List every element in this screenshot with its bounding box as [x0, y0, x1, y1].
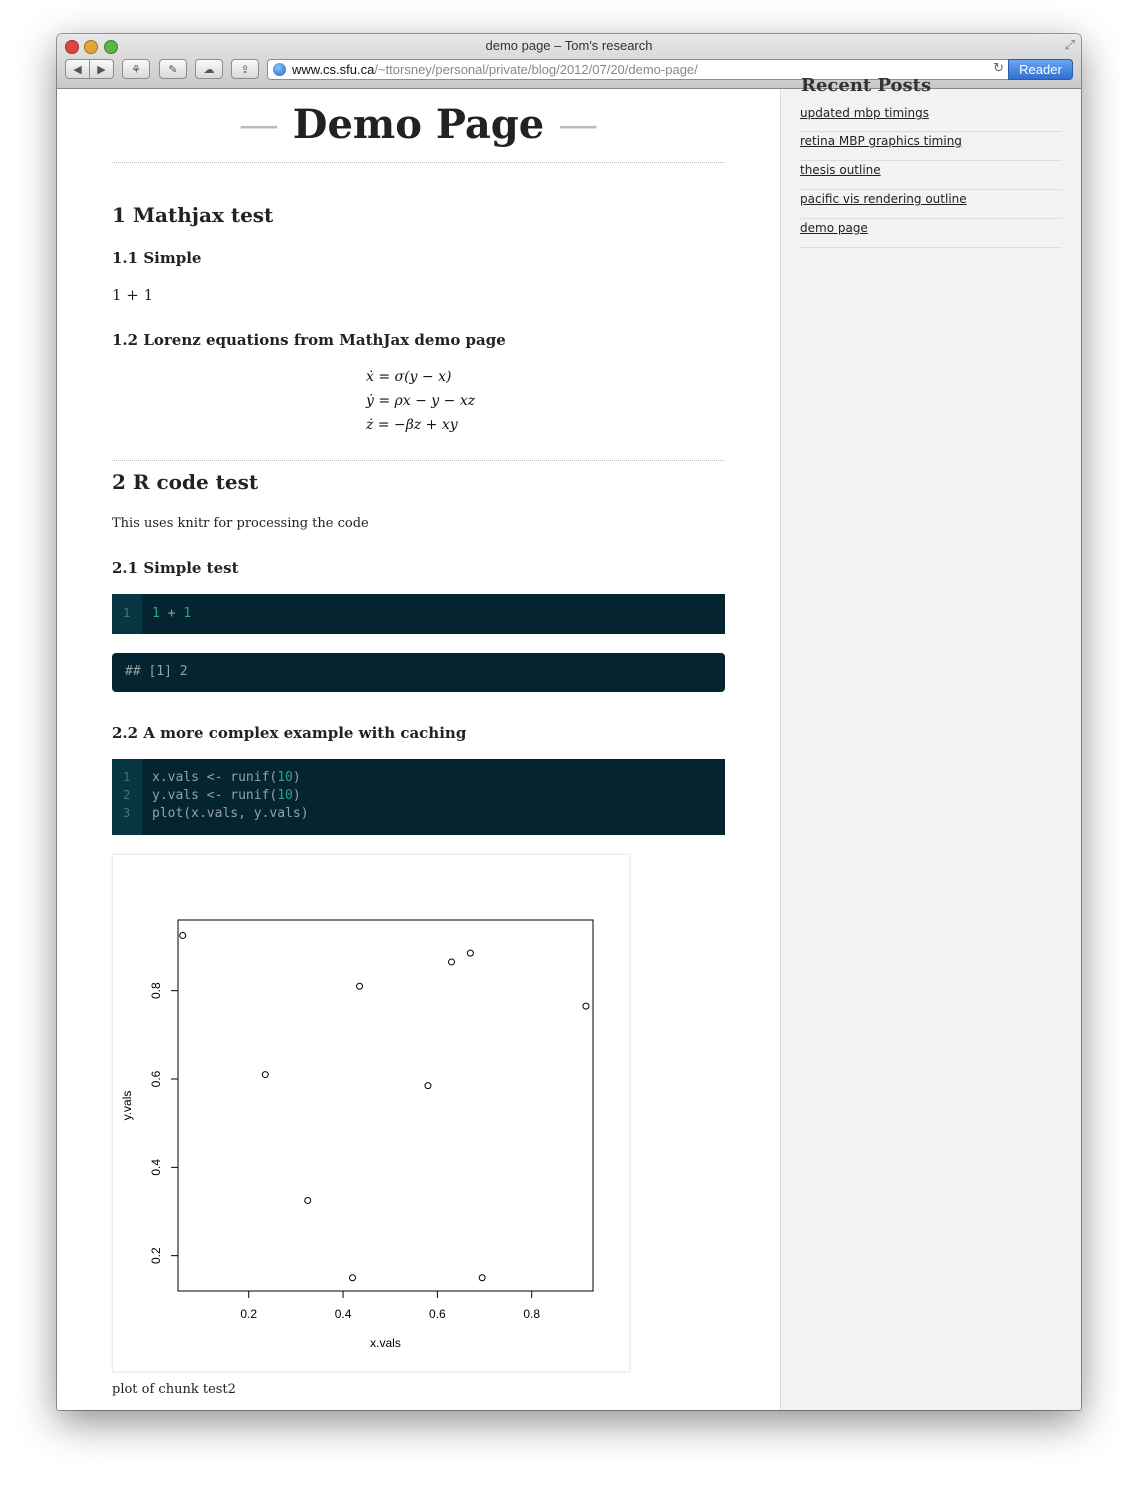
figure-caption: plot of chunk test2	[112, 1382, 236, 1397]
page-title-text: Demo Page	[292, 101, 545, 148]
code-line	[152, 788, 301, 803]
y-tick-label: 0.8	[149, 982, 163, 1000]
settings-button[interactable]	[159, 59, 187, 79]
subsection-heading: 2.2 A more complex example with caching	[112, 724, 467, 742]
data-point	[349, 1275, 355, 1281]
browser-window	[57, 34, 1081, 1410]
data-point	[425, 1083, 431, 1089]
data-point	[305, 1197, 311, 1203]
divider	[112, 162, 725, 163]
share-icon: ⇪	[240, 62, 250, 76]
title-dash-right: —	[558, 102, 599, 148]
code-text: x.vals <- runif(	[152, 770, 278, 785]
data-point	[467, 950, 473, 956]
recent-post-link[interactable]: updated mbp timings	[800, 103, 1062, 132]
x-axis-label: x.vals	[370, 1336, 401, 1350]
code-text: plot(x.vals, y.vals)	[152, 806, 309, 821]
sidebar	[780, 75, 1081, 1410]
y-tick-label: 0.6	[149, 1070, 163, 1088]
recent-post-link[interactable]: pacific vis rendering outline	[800, 190, 1062, 219]
code-text: )	[292, 770, 301, 785]
scatter-plot	[113, 855, 629, 1371]
equation: ẋ = σ(y − x)	[366, 369, 452, 385]
y-axis-label: y.vals	[120, 1090, 134, 1121]
recent-post-link[interactable]: thesis outline	[800, 161, 1062, 190]
forward-arrow-icon: ▶	[97, 62, 106, 76]
code-line	[152, 806, 309, 821]
lorenz-equations	[366, 365, 475, 437]
y-tick-label: 0.4	[149, 1158, 163, 1176]
data-point	[357, 983, 363, 989]
back-arrow-icon: ◀	[73, 62, 82, 76]
title-dash-left: —	[238, 102, 279, 148]
x-tick-label: 0.6	[429, 1307, 446, 1321]
code-block	[112, 759, 725, 835]
code-line	[152, 606, 191, 621]
equation: ż = −βz + xy	[366, 417, 458, 433]
equation: ẏ = ρx − y − xz	[366, 393, 476, 409]
math-simple: 1 + 1	[112, 286, 154, 304]
data-point	[479, 1275, 485, 1281]
data-point	[583, 1003, 589, 1009]
subsection-heading: 1.1 Simple	[112, 249, 202, 267]
code-text: )	[292, 788, 301, 803]
back-button[interactable]	[65, 59, 90, 79]
line-number: 1	[123, 770, 131, 784]
top-sites-icon: ⚘	[131, 62, 141, 76]
reload-icon[interactable]: ↻	[993, 61, 1004, 76]
code-line	[152, 770, 301, 785]
page-title	[112, 101, 725, 148]
line-number: 1	[123, 606, 131, 620]
data-point	[449, 959, 455, 965]
recent-posts-list	[800, 103, 1062, 248]
output-text: ## [1] 2	[125, 664, 188, 679]
divider	[112, 460, 725, 461]
url-host: www.cs.sfu.ca	[292, 62, 375, 77]
fullscreen-icon[interactable]: ⤢	[1064, 38, 1075, 53]
x-tick-label: 0.8	[523, 1307, 541, 1321]
subsection-heading: 1.2 Lorenz equations from MathJax demo page	[112, 331, 506, 349]
icloud-tabs-button[interactable]	[195, 59, 223, 79]
sidebar-heading: Recent Posts	[801, 75, 932, 96]
wrench-icon: ✎	[168, 62, 178, 76]
window-title: demo page – Tom's research	[485, 38, 653, 53]
recent-post-link[interactable]: retina MBP graphics timing	[800, 132, 1062, 161]
address-bar[interactable]	[267, 59, 1073, 80]
data-point	[180, 932, 186, 938]
page-content	[57, 75, 1081, 1410]
code-number: 10	[277, 788, 293, 803]
code-number: 1	[152, 606, 160, 621]
section-heading: 1 Mathjax test	[112, 203, 274, 227]
code-number: 10	[277, 770, 293, 785]
code-block	[112, 594, 725, 634]
code-output	[112, 653, 725, 692]
x-tick-label: 0.2	[240, 1307, 258, 1321]
code-operator: +	[159, 606, 184, 621]
subsection-heading: 2.1 Simple test	[112, 559, 239, 577]
recent-post-link[interactable]: demo page	[800, 219, 1062, 248]
paragraph: This uses knitr for processing the code	[112, 516, 369, 531]
globe-icon	[273, 63, 286, 76]
y-tick-label: 0.2	[149, 1247, 163, 1265]
forward-button[interactable]	[89, 59, 114, 79]
data-point	[262, 1072, 268, 1078]
code-text: y.vals <- runif(	[152, 788, 278, 803]
cloud-icon: ☁	[203, 62, 215, 76]
scatter-plot-figure	[112, 854, 630, 1372]
line-number: 3	[123, 806, 131, 820]
url-path: /~ttorsney/personal/private/blog/2012/07/20/demo-page/	[374, 62, 698, 77]
code-number: 1	[183, 606, 192, 621]
x-tick-label: 0.4	[334, 1307, 352, 1321]
share-button[interactable]	[231, 59, 259, 79]
section-heading: 2 R code test	[112, 470, 259, 494]
top-sites-button[interactable]	[122, 59, 150, 79]
line-number: 2	[123, 788, 131, 802]
plot-frame	[178, 920, 593, 1291]
reader-button[interactable]: Reader	[1008, 59, 1073, 80]
